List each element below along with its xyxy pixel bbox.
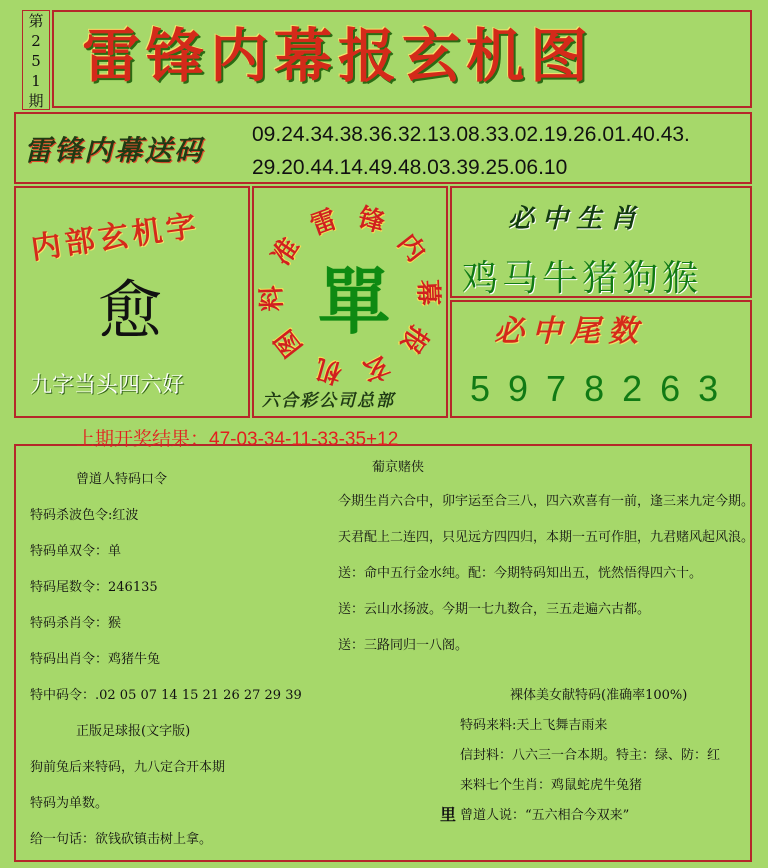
numbers-line: 29.20.44.14.49.48.03.39.25.06.10 (252, 156, 568, 179)
left-line: 特码杀肖令：猴 (30, 616, 122, 631)
circle-char: 锋 (354, 202, 388, 239)
left-line: 狗前兔后来特码，九八定合开本期 (30, 760, 226, 775)
circle-char: 图 (269, 323, 309, 363)
right-line: 曾道人说：“五六相合今双来” (460, 808, 630, 823)
right-heading: 裸体美女献特码(准确率100%) (510, 688, 688, 703)
right-line: 特码来料:天上飞舞吉雨来 (460, 718, 608, 733)
last-result: 上期开奖结果：47-03-34-11-33-35+12 (76, 429, 399, 450)
circle-char: 玄 (359, 349, 394, 387)
left-line: 特码单双令：单 (30, 544, 122, 559)
left-heading: 曾道人特码口令 (76, 472, 168, 487)
right-line: 送：云山水扬波。今期一七九数合，三五走遍六古都。 (338, 602, 651, 617)
numbers-line: 09.24.34.38.36.32.13.08.33.02.19.26.01.40.43. (252, 123, 690, 146)
li-char-icon: 里 (440, 805, 457, 824)
zodiac-list: 鸡马牛猪狗猴 (462, 258, 703, 299)
single-char: 單 (318, 259, 391, 344)
issue-char: 1 (31, 72, 41, 90)
page-title: 雷锋内幕报玄机图 (82, 22, 595, 90)
left-line: 给一句话：欲钱砍镇击树上拿。 (30, 832, 213, 847)
circle-char: 料 (257, 284, 289, 312)
issue-char: 第 (28, 12, 44, 30)
issue-char: 5 (31, 52, 41, 70)
right-heading: 葡京赌侠 (372, 460, 425, 475)
left-line: 特码尾数令：246135 (30, 580, 158, 595)
circle-char: 准 (265, 233, 306, 272)
left-heading: 正版足球报(文字版) (76, 724, 191, 739)
right-line: 送：三路同归一八阁。 (338, 638, 469, 653)
left-line: 特码杀波色令:红波 (30, 508, 139, 523)
right-line: 来料七个生肖：鸡鼠蛇虎牛兔猪 (460, 778, 643, 793)
left-line: 特码为单数。 (30, 796, 109, 811)
inner-title: 内部玄机字 (28, 208, 203, 267)
right-line: 信封料：八六三一合本期。特主：绿、防：红 (460, 748, 721, 763)
right-line: 今期生肖六合中，卯宇运至合三八，四六欢喜有一前，逢三来九定今期。 (338, 494, 755, 509)
motto-text: 九字当头四六好 (30, 373, 185, 398)
company-text: 六合彩公司总部 (262, 391, 395, 411)
issue-char: 2 (31, 32, 41, 50)
circle-char: 内 (391, 228, 431, 268)
tail-title: 必中尾数 (494, 314, 646, 349)
send-code-title: 雷锋内幕送码 (24, 134, 205, 167)
numbers-block (252, 118, 752, 184)
secret-char: 愈 (98, 275, 162, 349)
left-line: 特中码令：.02 05 07 14 15 21 26 27 29 39 (30, 688, 302, 703)
right-line: 天君配上二连四，只见远方四四归，本期一五可作胆，九君赌风起风浪。 (338, 530, 755, 545)
circle-char: 雷 (306, 204, 341, 242)
issue-number (22, 10, 50, 110)
circle-char: 幕 (411, 279, 443, 307)
issue-char: 期 (28, 92, 44, 110)
left-line: 特码出肖令：鸡猪牛兔 (30, 652, 161, 667)
circle-char: 机 (312, 352, 346, 388)
zodiac-title: 必中生肖 (508, 204, 645, 234)
circle-char: 报 (394, 319, 435, 358)
tail-numbers: 5978263 (470, 368, 737, 409)
right-line: 送：命中五行金水纯。配：今期特码知出五，恍然悟得四六十。 (338, 566, 703, 581)
